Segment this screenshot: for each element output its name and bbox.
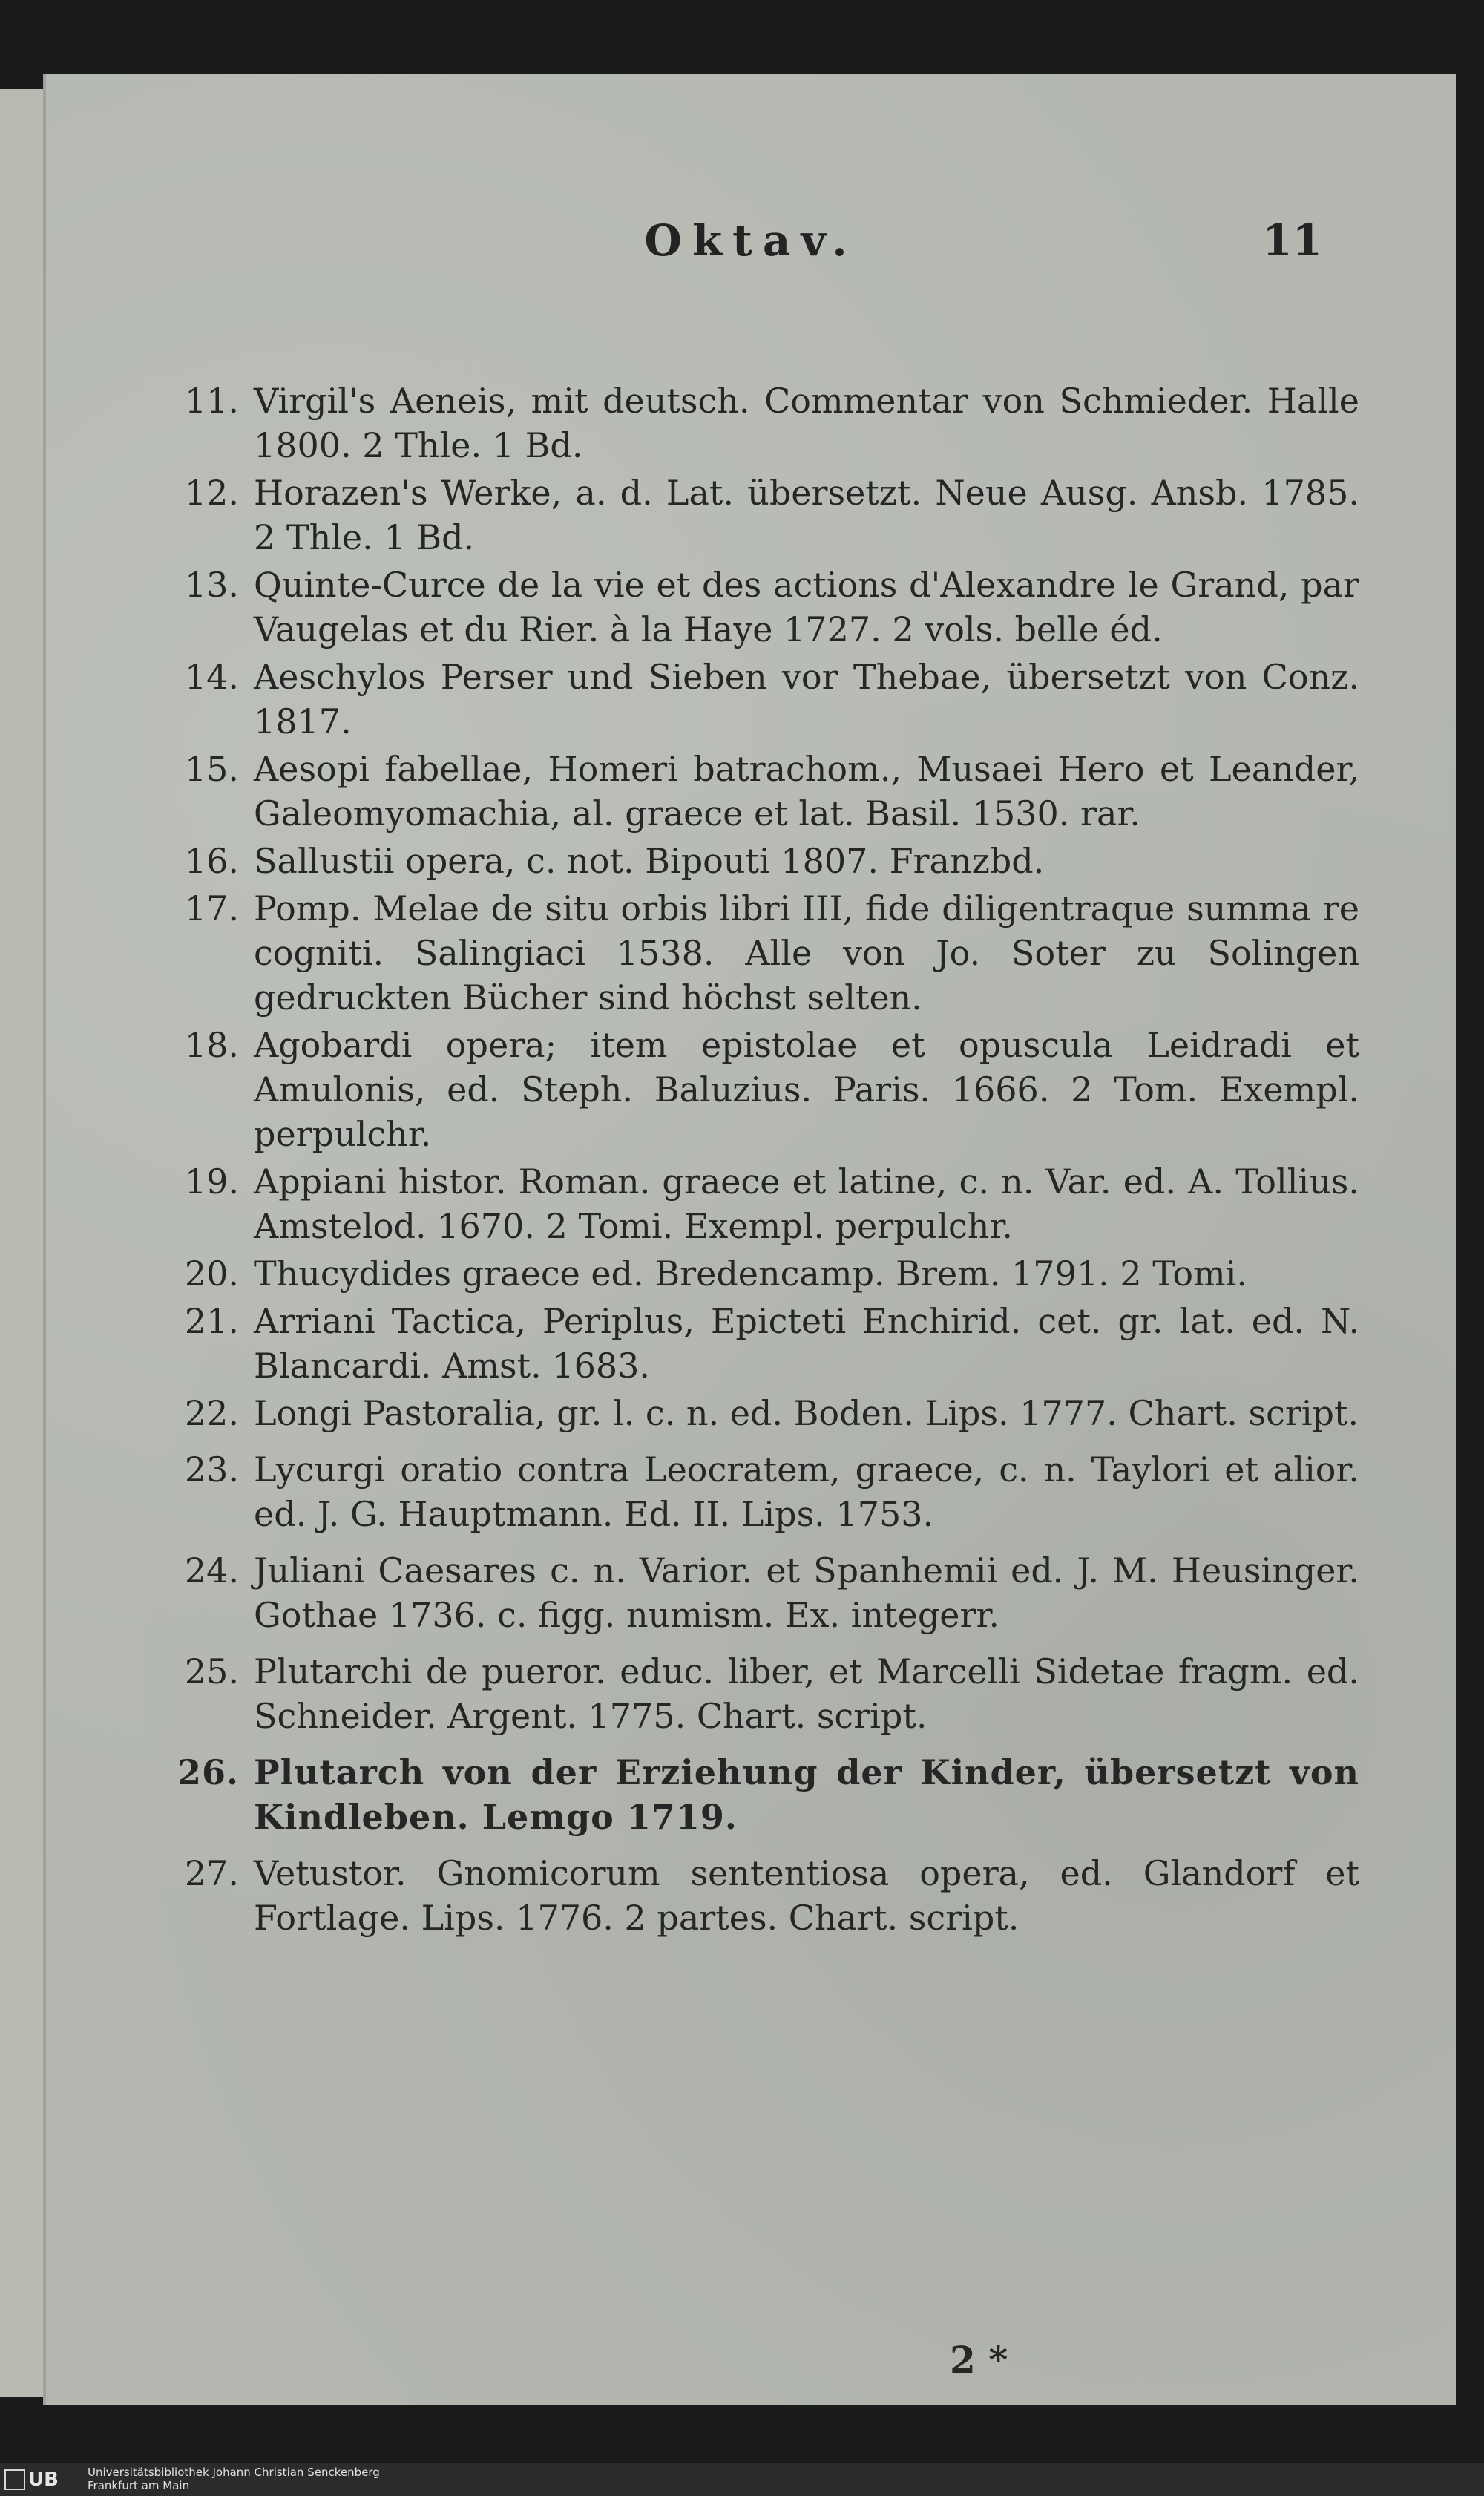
entry-text: Plutarchi de pueror. educ. liber, et Marcelli Sidetae fragm. ed. Schneider. Argent. 1775. Chart. script. (254, 1651, 1359, 1736)
catalog-entry (128, 839, 1359, 883)
entry-number: 24. (184, 1550, 239, 1591)
entry-text: Longi Pastoralia, gr. l. c. n. ed. Boden. Lips. 1777. Chart. script. (254, 1393, 1359, 1433)
catalog-entry (128, 563, 1359, 652)
catalog-entry (128, 379, 1359, 468)
catalog-entry (128, 1851, 1359, 1940)
entry-number: 27. (184, 1853, 239, 1893)
catalog-entry (128, 655, 1359, 744)
entry-text: Sallustii opera, c. not. Bipouti 1807. Franzbd. (254, 841, 1045, 881)
ub-logo (4, 2468, 79, 2491)
ub-logo-icon (4, 2469, 25, 2490)
catalog-entry (128, 471, 1359, 560)
catalog-entry (128, 1299, 1359, 1388)
entry-text: Horazen's Werke, a. d. Lat. übersetzt. Neue Ausg. Ansb. 1785. 2 Thle. 1 Bd. (254, 473, 1359, 557)
entry-text: Arriani Tactica, Periplus, Epicteti Enchirid. cet. gr. lat. ed. N. Blancardi. Amst. 1683. (254, 1301, 1359, 1386)
catalog-entry (128, 1750, 1359, 1839)
catalog-entry (128, 1023, 1359, 1156)
entry-text: Juliani Caesares c. n. Varior. et Spanhemii ed. J. M. Heusinger. Gothae 1736. c. figg. numism. Ex. integerr. (254, 1550, 1359, 1635)
entry-number: 17. (184, 888, 239, 928)
library-footer-bar (0, 2463, 1484, 2496)
ub-logo-text: UB (28, 2468, 59, 2491)
entry-text: Vetustor. Gnomicorum sententiosa opera, ed. Glandorf et Fortlage. Lips. 1776. 2 partes. Chart. script. (254, 1853, 1359, 1938)
document-page (43, 74, 1456, 2405)
entry-number: 18. (184, 1025, 239, 1065)
running-title: Oktav. (644, 215, 858, 266)
catalog-entry (128, 1251, 1359, 1296)
institution-line-1: Universitätsbibliothek Johann Christian Senckenberg (88, 2466, 380, 2479)
catalog-entry (128, 747, 1359, 836)
entry-number: 26. (177, 1752, 239, 1792)
adjacent-page-edge (0, 89, 45, 2397)
entry-text: Agobardi opera; item epistolae et opuscula Leidradi et Amulonis, ed. Steph. Baluzius. Paris. 1666. 2 Tom. Exempl. perpulchr. (254, 1025, 1359, 1154)
entry-text: Aesopi fabellae, Homeri batrachom., Musaei Hero et Leander, Galeomyomachia, al. graece et lat. Basil. 1530. rar. (254, 749, 1359, 833)
page-number: 11 (1262, 215, 1322, 266)
page-header (46, 215, 1456, 282)
catalog-entry (128, 1548, 1359, 1637)
entry-number: 13. (184, 565, 239, 605)
entry-number: 11. (184, 381, 239, 421)
catalog-entry (128, 1649, 1359, 1738)
entry-text: Appiani histor. Roman. graece et latine, c. n. Var. ed. A. Tollius. Amstelod. 1670. 2 Tomi. Exempl. perpulchr. (254, 1162, 1359, 1246)
institution-line-2: Frankfurt am Main (88, 2479, 190, 2492)
entry-number: 25. (184, 1651, 239, 1691)
catalog-entry (128, 1391, 1359, 1435)
entry-text: Plutarch von der Erziehung der Kinder, übersetzt von Kindleben. Lemgo 1719. (254, 1752, 1359, 1837)
entry-number: 19. (184, 1162, 239, 1202)
entry-number: 15. (184, 749, 239, 789)
catalog-entry (128, 1447, 1359, 1536)
entry-text: Thucydides graece ed. Bredencamp. Brem. 1791. 2 Tomi. (254, 1254, 1247, 1294)
catalog-entry (128, 886, 1359, 1020)
entry-number: 22. (184, 1393, 239, 1433)
entry-text: Lycurgi oratio contra Leocratem, graece, c. n. Taylori et alior. ed. J. G. Hauptmann. Ed. II. Lips. 1753. (254, 1450, 1359, 1534)
catalog-entry-list (128, 379, 1359, 1943)
entry-number: 12. (184, 473, 239, 513)
institution-name (88, 2466, 380, 2492)
entry-text: Aeschylos Perser und Sieben vor Thebae, übersetzt von Conz. 1817. (254, 657, 1359, 741)
entry-number: 21. (184, 1301, 239, 1341)
entry-text: Quinte-Curce de la vie et des actions d'Alexandre le Grand, par Vaugelas et du Rier. à la Haye 1727. 2 vols. belle éd. (254, 565, 1359, 649)
entry-text: Pomp. Melae de situ orbis libri III, fide diligentraque summa re cogniti. Salingiaci 1538. Alle von Jo. Soter zu Solingen gedruckten Bücher sind höchst selten. (254, 888, 1359, 1018)
entry-number: 16. (184, 841, 239, 881)
entry-text: Virgil's Aeneis, mit deutsch. Commentar von Schmieder. Halle 1800. 2 Thle. 1 Bd. (254, 381, 1359, 465)
entry-number: 14. (184, 657, 239, 697)
entry-number: 23. (184, 1450, 239, 1490)
catalog-entry (128, 1159, 1359, 1248)
signature-mark: 2 * (950, 2338, 1008, 2382)
entry-number: 20. (184, 1254, 239, 1294)
